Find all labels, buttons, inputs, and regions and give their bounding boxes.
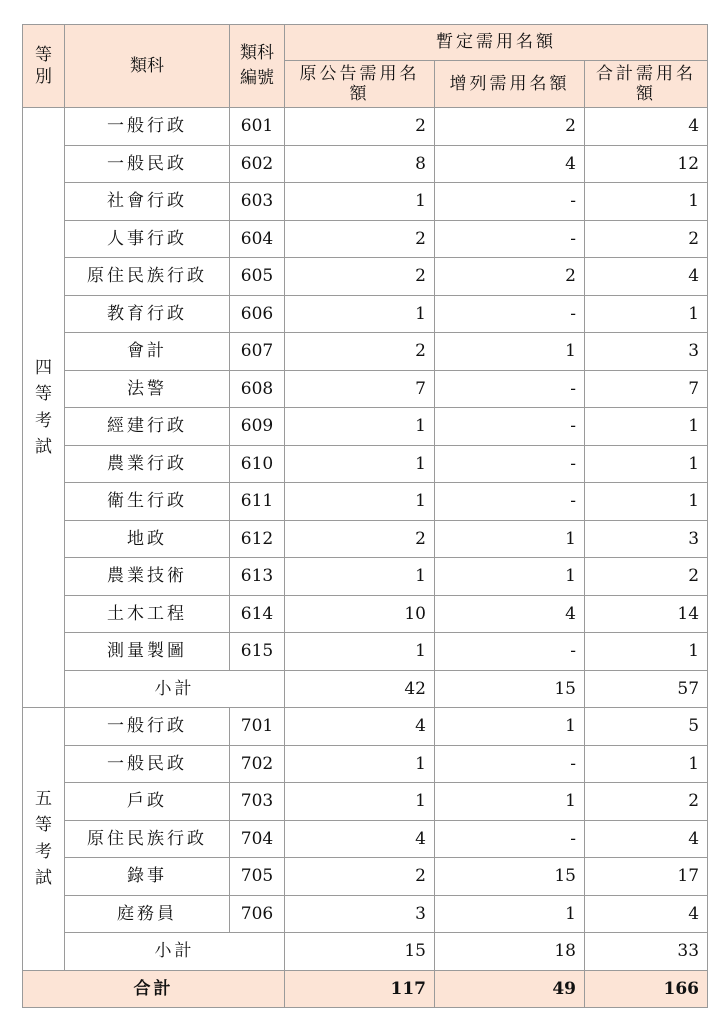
grand-total-row [23, 970, 708, 1008]
added-quota: 1 [435, 333, 585, 371]
table-row [23, 258, 708, 296]
level-char: 等 [35, 815, 52, 836]
subtotal-row [23, 933, 708, 971]
table-row [23, 333, 708, 371]
subject-code: 602 [230, 145, 285, 183]
original-quota: 4 [285, 708, 435, 746]
level-char: 試 [35, 436, 52, 457]
subject-name: 社會行政 [65, 183, 230, 221]
subject-code: 614 [230, 595, 285, 633]
subject-name: 人事行政 [65, 220, 230, 258]
original-quota: 2 [285, 858, 435, 896]
header-original: 原公告需用名額 [285, 61, 435, 108]
total-quota: 1 [585, 745, 708, 783]
table-row [23, 145, 708, 183]
table-row [23, 858, 708, 896]
subject-code: 601 [230, 108, 285, 146]
total-quota: 3 [585, 520, 708, 558]
original-quota: 3 [285, 895, 435, 933]
subject-code: 615 [230, 633, 285, 671]
total-quota: 1 [585, 183, 708, 221]
subject-code: 610 [230, 445, 285, 483]
table-row [23, 895, 708, 933]
added-quota: - [435, 820, 585, 858]
total-quota: 5 [585, 708, 708, 746]
table-row [23, 445, 708, 483]
grand-total-total: 166 [585, 970, 708, 1008]
added-quota: - [435, 408, 585, 446]
subtotal-added: 18 [435, 933, 585, 971]
added-quota: - [435, 445, 585, 483]
added-quota: 1 [435, 520, 585, 558]
level-cell [23, 108, 65, 708]
subject-code: 703 [230, 783, 285, 821]
original-quota: 8 [285, 145, 435, 183]
total-quota: 12 [585, 145, 708, 183]
header-subject: 類科 [65, 25, 230, 108]
subject-name: 衛生行政 [65, 483, 230, 521]
subject-code: 706 [230, 895, 285, 933]
subject-name: 戶政 [65, 783, 230, 821]
subtotal-added: 15 [435, 670, 585, 708]
original-quota: 1 [285, 183, 435, 221]
table-row [23, 370, 708, 408]
subject-code: 609 [230, 408, 285, 446]
added-quota: - [435, 370, 585, 408]
added-quota: 1 [435, 708, 585, 746]
table-row [23, 520, 708, 558]
added-quota: - [435, 295, 585, 333]
added-quota: 4 [435, 595, 585, 633]
original-quota: 1 [285, 483, 435, 521]
grand-total-label: 合計 [23, 970, 285, 1008]
level-cell [23, 708, 65, 971]
subject-code: 611 [230, 483, 285, 521]
grand-total-original: 117 [285, 970, 435, 1008]
original-quota: 1 [285, 633, 435, 671]
added-quota: 1 [435, 558, 585, 596]
table-row [23, 633, 708, 671]
total-quota: 14 [585, 595, 708, 633]
subject-name: 一般民政 [65, 745, 230, 783]
header-total: 合計需用名額 [585, 61, 708, 108]
table-row [23, 783, 708, 821]
added-quota: 2 [435, 258, 585, 296]
original-quota: 4 [285, 820, 435, 858]
added-quota: 2 [435, 108, 585, 146]
subtotal-total: 57 [585, 670, 708, 708]
subject-name: 土木工程 [65, 595, 230, 633]
quota-table [22, 24, 708, 1008]
total-quota: 1 [585, 633, 708, 671]
original-quota: 2 [285, 333, 435, 371]
subject-code: 605 [230, 258, 285, 296]
subtotal-label: 小計 [65, 670, 285, 708]
total-quota: 2 [585, 220, 708, 258]
total-quota: 4 [585, 258, 708, 296]
subject-name: 一般行政 [65, 708, 230, 746]
grand-total-added: 49 [435, 970, 585, 1008]
total-quota: 4 [585, 895, 708, 933]
added-quota: - [435, 745, 585, 783]
added-quota: - [435, 633, 585, 671]
subject-code: 603 [230, 183, 285, 221]
subtotal-original: 15 [285, 933, 435, 971]
subject-name: 地政 [65, 520, 230, 558]
subject-code: 704 [230, 820, 285, 858]
subject-code: 606 [230, 295, 285, 333]
table-row [23, 183, 708, 221]
table-row [23, 558, 708, 596]
subtotal-original: 42 [285, 670, 435, 708]
added-quota: - [435, 220, 585, 258]
subtotal-total: 33 [585, 933, 708, 971]
header-quota-group: 暫定需用名額 [285, 25, 708, 61]
subject-name: 農業技術 [65, 558, 230, 596]
subject-code: 701 [230, 708, 285, 746]
original-quota: 1 [285, 745, 435, 783]
table-row [23, 408, 708, 446]
header-level: 等 別 [23, 25, 65, 108]
table-row [23, 220, 708, 258]
total-quota: 17 [585, 858, 708, 896]
added-quota: - [435, 483, 585, 521]
header-code: 類科 編號 [230, 25, 285, 108]
total-quota: 4 [585, 108, 708, 146]
total-quota: 1 [585, 408, 708, 446]
original-quota: 2 [285, 258, 435, 296]
table-row [23, 820, 708, 858]
subject-code: 705 [230, 858, 285, 896]
original-quota: 1 [285, 558, 435, 596]
subject-name: 農業行政 [65, 445, 230, 483]
table-row [23, 483, 708, 521]
original-quota: 7 [285, 370, 435, 408]
subtotal-row [23, 670, 708, 708]
added-quota: - [435, 183, 585, 221]
subject-name: 庭務員 [65, 895, 230, 933]
total-quota: 4 [585, 820, 708, 858]
total-quota: 1 [585, 295, 708, 333]
subject-code: 702 [230, 745, 285, 783]
table-body [23, 108, 708, 1008]
subject-code: 608 [230, 370, 285, 408]
table-row [23, 108, 708, 146]
level-char: 四 [35, 357, 52, 378]
original-quota: 1 [285, 783, 435, 821]
level-char: 五 [35, 789, 52, 810]
table-row [23, 708, 708, 746]
level-char: 考 [35, 410, 52, 431]
added-quota: 1 [435, 895, 585, 933]
subject-name: 會計 [65, 333, 230, 371]
subject-code: 607 [230, 333, 285, 371]
table-row [23, 595, 708, 633]
total-quota: 1 [585, 445, 708, 483]
level-char: 考 [35, 841, 52, 862]
subject-name: 原住民族行政 [65, 258, 230, 296]
total-quota: 7 [585, 370, 708, 408]
original-quota: 1 [285, 295, 435, 333]
original-quota: 2 [285, 108, 435, 146]
original-quota: 1 [285, 408, 435, 446]
total-quota: 2 [585, 558, 708, 596]
original-quota: 2 [285, 220, 435, 258]
subject-name: 法警 [65, 370, 230, 408]
total-quota: 1 [585, 483, 708, 521]
subject-code: 612 [230, 520, 285, 558]
original-quota: 10 [285, 595, 435, 633]
table-row [23, 745, 708, 783]
subject-name: 錄事 [65, 858, 230, 896]
level-char: 試 [35, 868, 52, 889]
subject-name: 原住民族行政 [65, 820, 230, 858]
added-quota: 15 [435, 858, 585, 896]
added-quota: 4 [435, 145, 585, 183]
added-quota: 1 [435, 783, 585, 821]
subject-name: 一般行政 [65, 108, 230, 146]
subject-name: 經建行政 [65, 408, 230, 446]
original-quota: 1 [285, 445, 435, 483]
subject-code: 604 [230, 220, 285, 258]
subject-name: 一般民政 [65, 145, 230, 183]
total-quota: 3 [585, 333, 708, 371]
subject-name: 教育行政 [65, 295, 230, 333]
level-char: 等 [35, 384, 52, 405]
subject-code: 613 [230, 558, 285, 596]
subtotal-label: 小計 [65, 933, 285, 971]
subject-name: 測量製圖 [65, 633, 230, 671]
original-quota: 2 [285, 520, 435, 558]
total-quota: 2 [585, 783, 708, 821]
table-row [23, 295, 708, 333]
header-added: 增列需用名額 [435, 61, 585, 108]
